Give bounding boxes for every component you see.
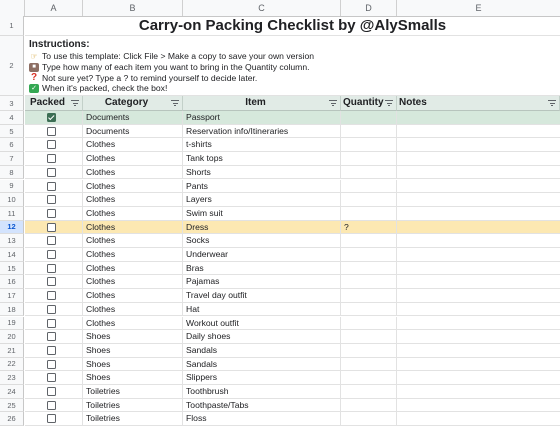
item-cell[interactable]: Dress bbox=[183, 221, 341, 234]
category-cell[interactable]: Toiletries bbox=[83, 399, 183, 412]
table-row bbox=[25, 330, 560, 344]
quantity-cell[interactable] bbox=[341, 180, 397, 193]
category-cell[interactable]: Shoes bbox=[83, 330, 183, 343]
quantity-cell[interactable] bbox=[341, 317, 397, 330]
item-cell[interactable]: Swim suit bbox=[183, 207, 341, 220]
filter-icon[interactable] bbox=[385, 100, 393, 106]
quantity-cell[interactable] bbox=[341, 371, 397, 384]
item-cell[interactable]: Sandals bbox=[183, 344, 341, 357]
packed-checkbox[interactable] bbox=[47, 387, 56, 396]
table-row bbox=[25, 180, 560, 194]
row-number[interactable]: 14 bbox=[0, 248, 24, 262]
category-cell[interactable]: Shoes bbox=[83, 371, 183, 384]
category-cell[interactable]: Clothes bbox=[83, 248, 183, 261]
notes-cell[interactable] bbox=[397, 289, 560, 302]
packed-cell[interactable] bbox=[25, 371, 83, 384]
quantity-cell[interactable] bbox=[341, 262, 397, 275]
row-number[interactable]: 22 bbox=[0, 358, 24, 372]
table-row bbox=[25, 152, 560, 166]
quantity-cell[interactable] bbox=[341, 193, 397, 206]
header-category-label: Category bbox=[104, 97, 149, 108]
packed-cell[interactable] bbox=[25, 193, 83, 206]
table-row bbox=[25, 234, 560, 248]
packed-cell[interactable] bbox=[25, 385, 83, 398]
packed-cell[interactable] bbox=[25, 180, 83, 193]
item-cell[interactable]: t-shirts bbox=[183, 138, 341, 151]
item-cell[interactable]: Layers bbox=[183, 193, 341, 206]
category-cell[interactable]: Shoes bbox=[83, 344, 183, 357]
header-notes[interactable] bbox=[397, 96, 560, 111]
notes-cell[interactable] bbox=[397, 152, 560, 165]
notes-cell[interactable] bbox=[397, 180, 560, 193]
pointing-hand-icon: ☞ bbox=[30, 51, 38, 61]
category-cell[interactable]: Clothes bbox=[83, 180, 183, 193]
quantity-cell[interactable] bbox=[341, 166, 397, 179]
notes-cell[interactable] bbox=[397, 344, 560, 357]
row-number[interactable]: 23 bbox=[0, 371, 24, 385]
filter-icon[interactable] bbox=[171, 100, 179, 106]
item-cell[interactable]: Hat bbox=[183, 303, 341, 316]
row-number[interactable]: 8 bbox=[0, 166, 24, 180]
row-number[interactable]: 7 bbox=[0, 152, 24, 166]
quantity-cell[interactable] bbox=[341, 330, 397, 343]
table-row bbox=[25, 111, 560, 125]
item-cell[interactable]: Pants bbox=[183, 180, 341, 193]
row-number[interactable]: 15 bbox=[0, 262, 24, 276]
packed-cell[interactable] bbox=[25, 344, 83, 357]
item-cell[interactable]: Pajamas bbox=[183, 275, 341, 288]
row-number[interactable]: 20 bbox=[0, 330, 24, 344]
table-row bbox=[25, 385, 560, 399]
packed-cell[interactable] bbox=[25, 412, 83, 425]
item-cell[interactable]: Daily shoes bbox=[183, 330, 341, 343]
item-cell[interactable]: Slippers bbox=[183, 371, 341, 384]
notes-cell[interactable] bbox=[397, 138, 560, 151]
quantity-cell[interactable] bbox=[341, 111, 397, 124]
packed-checkbox[interactable] bbox=[47, 414, 56, 423]
item-cell[interactable]: Floss bbox=[183, 412, 341, 425]
notes-cell[interactable] bbox=[397, 234, 560, 247]
packed-checkbox[interactable] bbox=[47, 209, 56, 218]
notes-cell[interactable] bbox=[397, 262, 560, 275]
packed-checkbox[interactable] bbox=[47, 373, 56, 382]
item-cell[interactable]: Workout outfit bbox=[183, 317, 341, 330]
instruction-text: When it's packed, check the box! bbox=[42, 83, 168, 94]
packed-checkbox[interactable] bbox=[47, 236, 56, 245]
table-row bbox=[25, 399, 560, 413]
item-cell[interactable]: Toothpaste/Tabs bbox=[183, 399, 341, 412]
packed-checkbox[interactable] bbox=[47, 223, 56, 232]
table-row bbox=[25, 262, 560, 276]
packed-cell[interactable] bbox=[25, 125, 83, 138]
header-quantity-label: Quantity bbox=[343, 97, 384, 108]
quantity-cell[interactable] bbox=[341, 248, 397, 261]
category-cell[interactable]: Documents bbox=[83, 125, 183, 138]
header-category[interactable] bbox=[83, 96, 183, 111]
packed-cell[interactable] bbox=[25, 221, 83, 234]
row-number[interactable]: 26 bbox=[0, 412, 24, 426]
packed-checkbox[interactable] bbox=[47, 291, 56, 300]
clipboard-icon: ■ bbox=[29, 63, 39, 72]
row-number[interactable]: 6 bbox=[0, 138, 24, 152]
row-number[interactable]: 16 bbox=[0, 275, 24, 289]
notes-cell[interactable] bbox=[397, 125, 560, 138]
notes-cell[interactable] bbox=[397, 385, 560, 398]
packed-cell[interactable] bbox=[25, 152, 83, 165]
table-row bbox=[25, 138, 560, 152]
packed-checkbox[interactable] bbox=[47, 127, 56, 136]
packed-checkbox[interactable] bbox=[47, 168, 56, 177]
quantity-cell[interactable] bbox=[341, 125, 397, 138]
category-cell[interactable]: Clothes bbox=[83, 275, 183, 288]
table-row bbox=[25, 125, 560, 139]
packed-checkbox[interactable] bbox=[47, 277, 56, 286]
row-number[interactable]: 5 bbox=[0, 125, 24, 139]
quantity-cell[interactable] bbox=[341, 344, 397, 357]
category-cell[interactable]: Clothes bbox=[83, 193, 183, 206]
packed-cell[interactable] bbox=[25, 289, 83, 302]
table-row bbox=[25, 221, 560, 235]
packed-cell[interactable] bbox=[25, 262, 83, 275]
notes-cell[interactable] bbox=[397, 166, 560, 179]
filter-icon[interactable] bbox=[71, 100, 79, 106]
item-cell[interactable]: Passport bbox=[183, 111, 341, 124]
item-cell[interactable]: Tank tops bbox=[183, 152, 341, 165]
quantity-cell[interactable] bbox=[341, 303, 397, 316]
instruction-line bbox=[29, 62, 560, 73]
table-row bbox=[25, 303, 560, 317]
check-box-icon: ✓ bbox=[29, 84, 39, 93]
quantity-cell[interactable] bbox=[341, 275, 397, 288]
packed-cell[interactable] bbox=[25, 248, 83, 261]
quantity-cell[interactable]: ? bbox=[341, 221, 397, 234]
packed-checkbox[interactable] bbox=[47, 140, 56, 149]
notes-cell[interactable] bbox=[397, 193, 560, 206]
quantity-cell[interactable] bbox=[341, 138, 397, 151]
packed-checkbox[interactable] bbox=[47, 264, 56, 273]
item-cell[interactable]: Travel day outfit bbox=[183, 289, 341, 302]
header-notes-label: Notes bbox=[399, 97, 427, 108]
table-row bbox=[25, 193, 560, 207]
category-cell[interactable]: Toiletries bbox=[83, 412, 183, 425]
category-cell[interactable]: Clothes bbox=[83, 262, 183, 275]
notes-cell[interactable] bbox=[397, 358, 560, 371]
packed-checkbox[interactable] bbox=[47, 154, 56, 163]
table-row bbox=[25, 248, 560, 262]
item-cell[interactable]: Sandals bbox=[183, 358, 341, 371]
item-cell[interactable]: Underwear bbox=[183, 248, 341, 261]
category-cell[interactable]: Clothes bbox=[83, 207, 183, 220]
packed-cell[interactable] bbox=[25, 399, 83, 412]
packed-checkbox[interactable] bbox=[47, 360, 56, 369]
table-row bbox=[25, 207, 560, 221]
header-quantity[interactable] bbox=[341, 96, 397, 111]
category-cell[interactable]: Clothes bbox=[83, 289, 183, 302]
table-row bbox=[25, 412, 560, 426]
packed-cell[interactable] bbox=[25, 303, 83, 316]
category-cell[interactable]: Clothes bbox=[83, 221, 183, 234]
row-number[interactable]: 12 bbox=[0, 221, 24, 235]
instruction-text: To use this template: Click File > Make a copy to save your own version bbox=[42, 51, 315, 61]
instruction-line bbox=[29, 73, 560, 84]
row-number[interactable]: 1 bbox=[0, 16, 24, 36]
packed-checkbox[interactable] bbox=[47, 305, 56, 314]
notes-cell[interactable] bbox=[397, 317, 560, 330]
instruction-line bbox=[29, 83, 560, 94]
filter-icon[interactable] bbox=[548, 100, 556, 106]
category-cell[interactable]: Shoes bbox=[83, 358, 183, 371]
instruction-text: Type how many of each item you want to bring in the Quantity column. bbox=[42, 61, 310, 72]
quantity-cell[interactable] bbox=[341, 152, 397, 165]
notes-cell[interactable] bbox=[397, 371, 560, 384]
quantity-cell[interactable] bbox=[341, 358, 397, 371]
item-cell[interactable]: Reservation info/Itineraries bbox=[183, 125, 341, 138]
notes-cell[interactable] bbox=[397, 248, 560, 261]
notes-cell[interactable] bbox=[397, 412, 560, 425]
table-row bbox=[25, 358, 560, 372]
category-cell[interactable]: Clothes bbox=[83, 317, 183, 330]
packed-checkbox[interactable] bbox=[47, 332, 56, 341]
item-cell[interactable]: Toothbrush bbox=[183, 385, 341, 398]
quantity-cell[interactable] bbox=[341, 234, 397, 247]
category-cell[interactable]: Clothes bbox=[83, 234, 183, 247]
packed-checkbox[interactable] bbox=[47, 250, 56, 259]
filter-icon[interactable] bbox=[329, 100, 337, 106]
packed-checkbox[interactable] bbox=[47, 113, 56, 122]
packed-cell[interactable] bbox=[25, 275, 83, 288]
instructions-cell[interactable] bbox=[25, 36, 560, 96]
packed-checkbox[interactable] bbox=[47, 182, 56, 191]
notes-cell[interactable] bbox=[397, 111, 560, 124]
notes-cell[interactable] bbox=[397, 221, 560, 234]
question-mark-icon: ? bbox=[30, 72, 38, 84]
row-number[interactable]: 10 bbox=[0, 193, 24, 207]
category-cell[interactable]: Clothes bbox=[83, 166, 183, 179]
instructions-heading: Instructions: bbox=[29, 39, 90, 50]
row-number[interactable]: 19 bbox=[0, 317, 24, 331]
packed-cell[interactable] bbox=[25, 358, 83, 371]
notes-cell[interactable] bbox=[397, 207, 560, 220]
row-number[interactable]: 13 bbox=[0, 234, 24, 248]
row-number[interactable]: 3 bbox=[0, 96, 24, 111]
row-number[interactable]: 4 bbox=[0, 111, 24, 125]
select-all-corner[interactable] bbox=[0, 0, 25, 16]
packed-cell[interactable] bbox=[25, 138, 83, 151]
header-item-label: Item bbox=[245, 97, 266, 108]
category-cell[interactable]: Documents bbox=[83, 111, 183, 124]
quantity-cell[interactable] bbox=[341, 385, 397, 398]
row-number[interactable]: 21 bbox=[0, 344, 24, 358]
item-cell[interactable]: Bras bbox=[183, 262, 341, 275]
packed-cell[interactable] bbox=[25, 317, 83, 330]
category-cell[interactable]: Clothes bbox=[83, 152, 183, 165]
quantity-cell[interactable] bbox=[341, 412, 397, 425]
packed-cell[interactable] bbox=[25, 330, 83, 343]
row-number[interactable]: 25 bbox=[0, 399, 24, 413]
item-cell[interactable]: Shorts bbox=[183, 166, 341, 179]
quantity-cell[interactable] bbox=[341, 207, 397, 220]
column-header-c[interactable]: C bbox=[183, 0, 341, 16]
header-packed-label: Packed bbox=[29, 97, 66, 108]
table-row bbox=[25, 166, 560, 180]
row-number[interactable]: 9 bbox=[0, 180, 24, 194]
packed-cell[interactable] bbox=[25, 207, 83, 220]
row-number[interactable]: 18 bbox=[0, 303, 24, 317]
column-header-strip bbox=[0, 0, 560, 17]
instruction-text: Not sure yet? Type a ? to remind yourself to decide later. bbox=[42, 72, 258, 83]
packed-cell[interactable] bbox=[25, 166, 83, 179]
row-number[interactable]: 17 bbox=[0, 289, 24, 303]
instruction-line bbox=[29, 51, 560, 62]
category-cell[interactable]: Clothes bbox=[83, 138, 183, 151]
packed-checkbox[interactable] bbox=[47, 401, 56, 410]
packed-checkbox[interactable] bbox=[47, 346, 56, 355]
item-cell[interactable]: Socks bbox=[183, 234, 341, 247]
packed-checkbox[interactable] bbox=[47, 319, 56, 328]
table-row bbox=[25, 371, 560, 385]
packed-checkbox[interactable] bbox=[47, 195, 56, 204]
notes-cell[interactable] bbox=[397, 399, 560, 412]
sheet-title[interactable]: Carry-on Packing Checklist by @AlySmalls bbox=[25, 16, 560, 36]
table-row bbox=[25, 344, 560, 358]
quantity-cell[interactable] bbox=[341, 399, 397, 412]
packed-cell[interactable] bbox=[25, 234, 83, 247]
notes-cell[interactable] bbox=[397, 303, 560, 316]
table-row bbox=[25, 317, 560, 331]
column-header-a[interactable]: A bbox=[25, 0, 83, 16]
header-packed[interactable] bbox=[25, 96, 83, 111]
notes-cell[interactable] bbox=[397, 330, 560, 343]
row-number[interactable]: 11 bbox=[0, 207, 24, 221]
column-header-b[interactable]: B bbox=[83, 0, 183, 16]
table-row bbox=[25, 289, 560, 303]
table-row bbox=[25, 275, 560, 289]
header-item[interactable] bbox=[183, 96, 341, 111]
column-header-e[interactable]: E bbox=[475, 3, 482, 13]
packed-cell[interactable] bbox=[25, 111, 83, 124]
row-number[interactable]: 2 bbox=[0, 36, 24, 96]
category-cell[interactable]: Clothes bbox=[83, 303, 183, 316]
row-number[interactable]: 24 bbox=[0, 385, 24, 399]
column-header-d[interactable]: D bbox=[341, 0, 397, 16]
category-cell[interactable]: Toiletries bbox=[83, 385, 183, 398]
notes-cell[interactable] bbox=[397, 275, 560, 288]
quantity-cell[interactable] bbox=[341, 289, 397, 302]
